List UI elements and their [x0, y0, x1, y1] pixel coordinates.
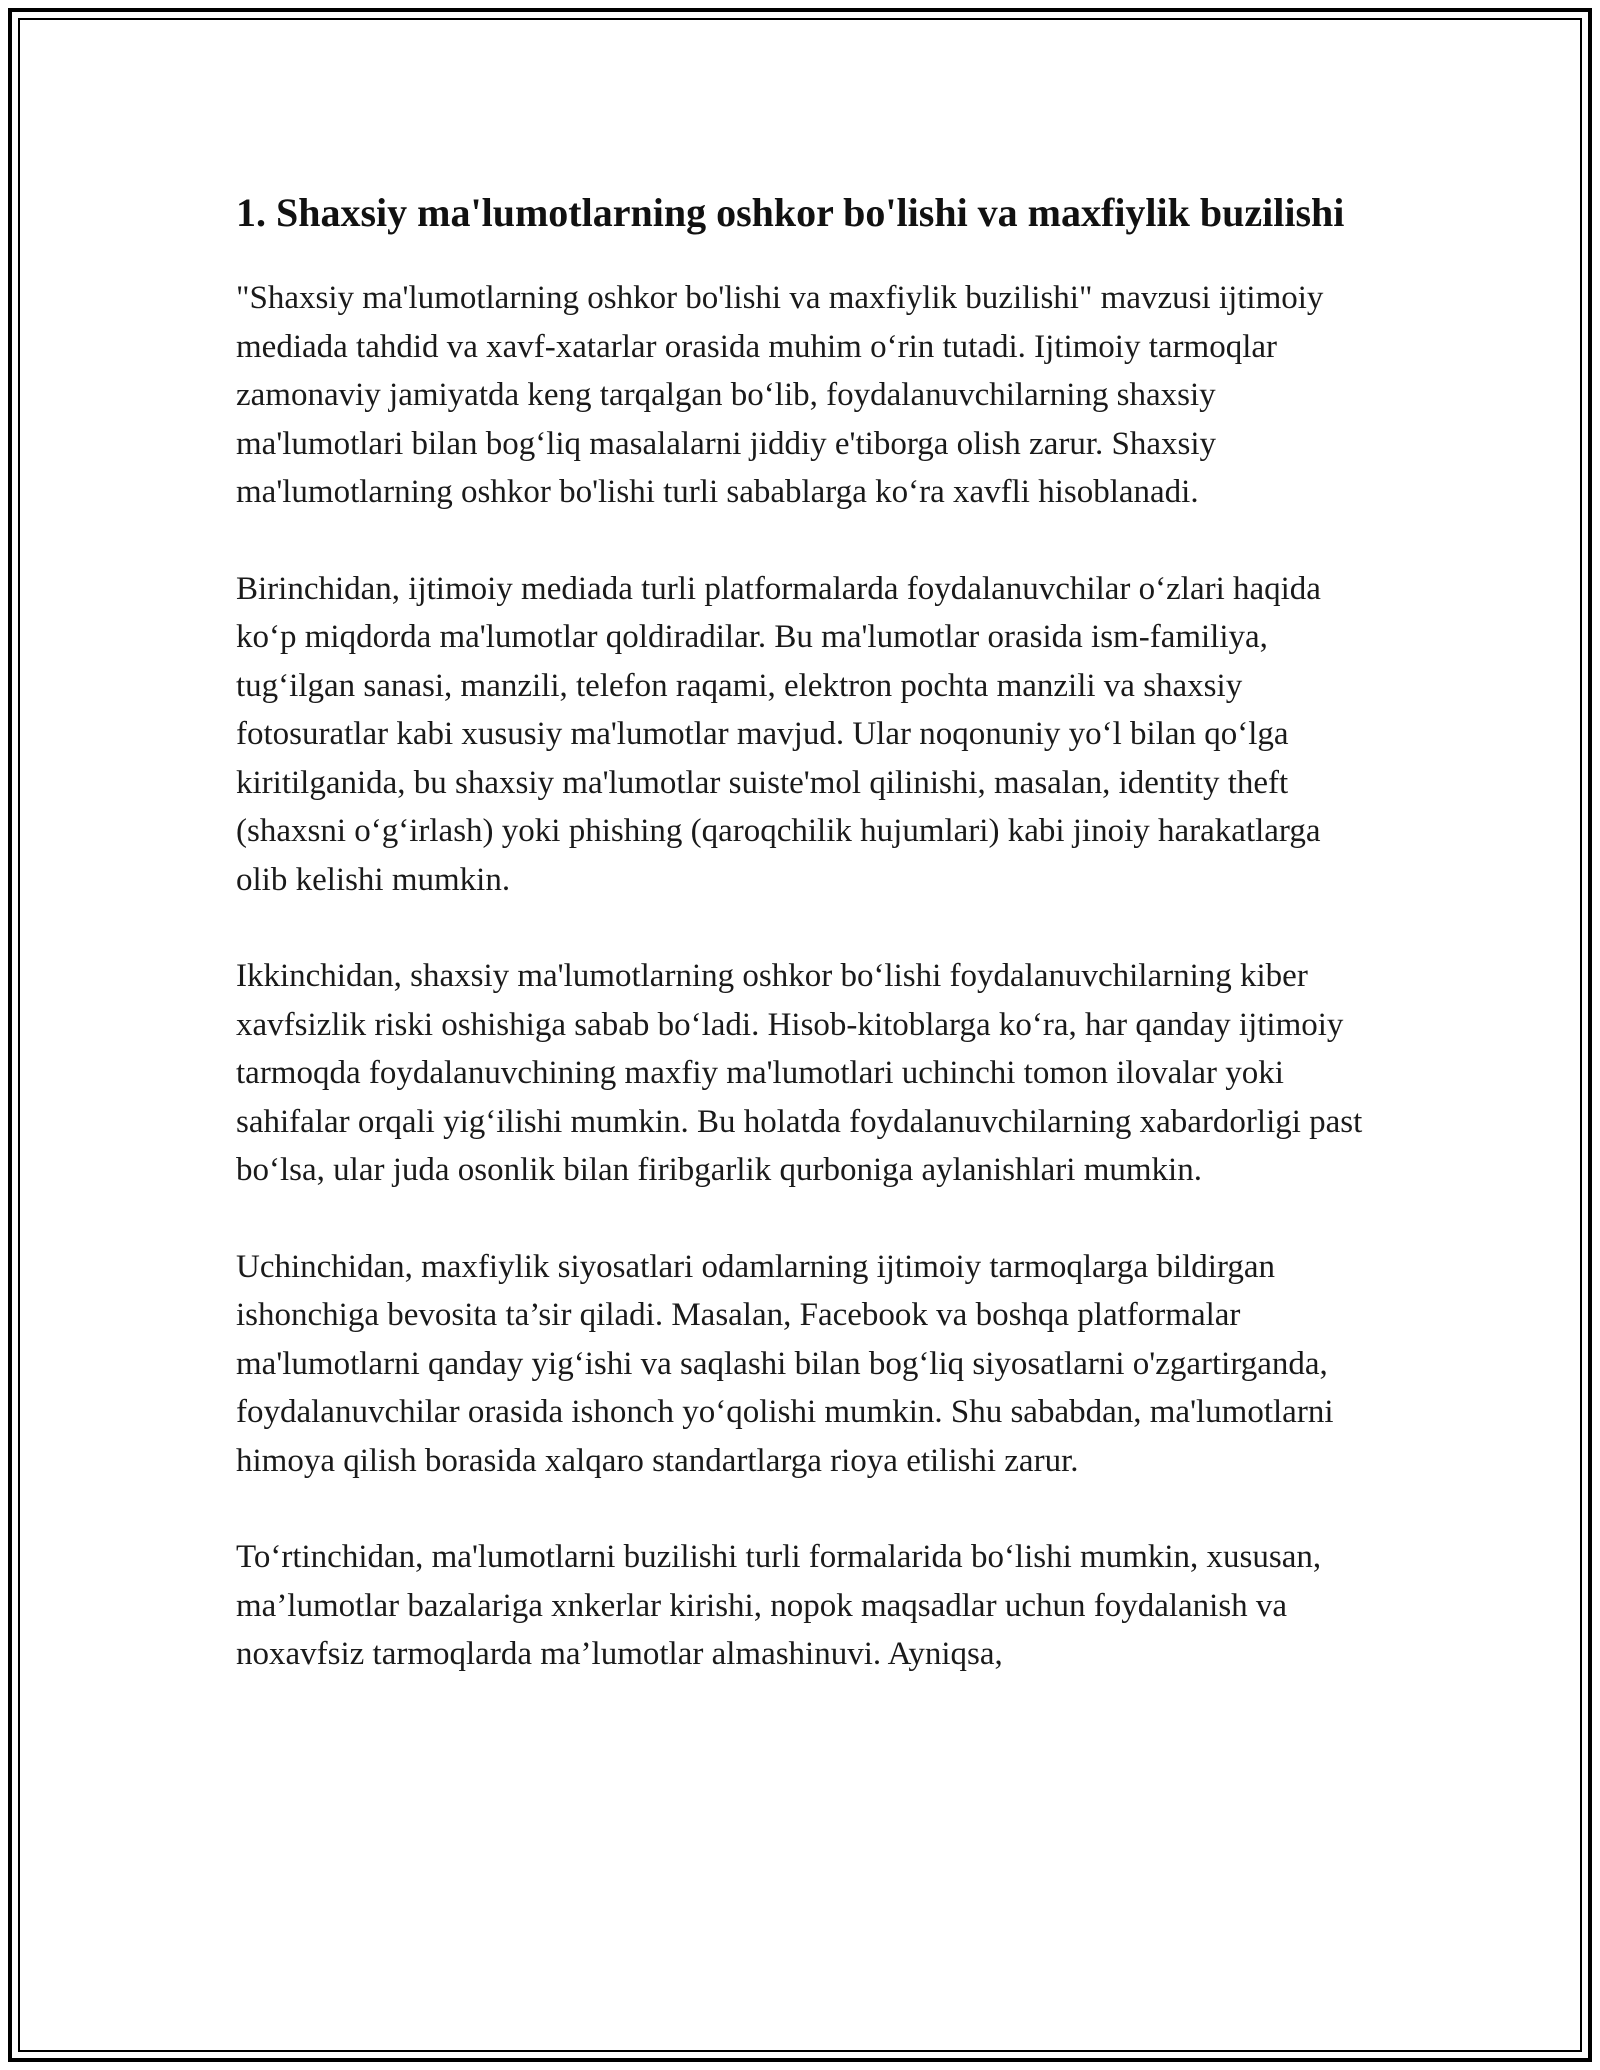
document-body — [236, 186, 1376, 1727]
paragraph-intro: "Shaxsiy ma'lumotlarning oshkor bo'lishi va maxfiylik buzilishi" mavzusi ijtimoiy mediada tahdid va xavf-xatarlar orasida muhim o‘rin tutadi. Ijtimoiy tarmoqlar zamonaviy jamiyatda keng tarqalgan bo‘lib, foydalanuvchilarning shaxsiy ma'lumotlari bilan bog‘liq masalalarni jiddiy e'tiborga olish zarur. Shaxsiy ma'lumotlarning oshkor bo'lishi turli sabablarga ko‘ra xavfli hisoblanadi. — [236, 280, 1324, 510]
paragraph-third-point: Uchinchidan, maxfiylik siyosatlari odamlarning ijtimoiy tarmoqlarga bildirgan ishonchiga bevosita ta’sir qiladi. Masalan, Facebook va boshqa platformalar ma'lumotlarni qanday yig‘ishi va saqlashi bilan bog‘liq siyosatlarni o'zgartirganda, foydalanuvchilar orasida ishonch yo‘qolishi mumkin. Shu sababdan, ma'lumotlarni himoya qilish borasida xalqaro standartlarga rioya etilishi zarur. — [236, 1248, 1334, 1479]
section-heading: 1. Shaxsiy ma'lumotlarning oshkor bo'lishi va maxfiylik buzilishi — [236, 190, 1345, 235]
paragraph-first-point: Birinchidan, ijtimoiy mediada turli platformalarda foydalanuvchilar o‘zlari haqida ko‘p miqdorda ma'lumotlar qoldiradilar. Bu ma'lumotlar orasida ism-familiya, tug‘ilgan sanasi, manzili, telefon raqami, elektron pochta manzili va shaxsiy fotosuratlar kabi xususiy ma'lumotlar mavjud. Ular noqonuniy yo‘l bilan qo‘lga kiritilganida, bu shaxsiy ma'lumotlar suiste'mol qilinishi, masalan, identity theft (shaxsni o‘g‘irlash) yoki phishing (qaroqchilik hujumlari) kabi jinoiy harakatlarga olib kelishi mumkin. — [236, 570, 1321, 898]
paragraph-fourth-point: To‘rtinchidan, ma'lumotlarni buzilishi turli formalarida bo‘lishi mumkin, xususan, ma’lumotlar bazalariga xnkerlar kirishi, nopok maqsadlar uchun foydalanish va noxavfsiz tarmoqlarda ma’lumotlar almashinuvi. Ayniqsa, — [236, 1539, 1322, 1672]
paragraph-second-point: Ikkinchidan, shaxsiy ma'lumotlarning oshkor bo‘lishi foydalanuvchilarning kiber xavfsizlik riski oshishiga sabab bo‘ladi. Hisob-kitoblarga ko‘ra, har qanday ijtimoiy tarmoqda foydalanuvchining maxfiy ma'lumotlari uchinchi tomon ilovalar yoki sahifalar orqali yig‘ilishi mumkin. Bu holatda foydalanuvchilarning xabardorligi past bo‘lsa, ular juda osonlik bilan firibgarlik qurboniga aylanishlari mumkin. — [236, 958, 1363, 1188]
